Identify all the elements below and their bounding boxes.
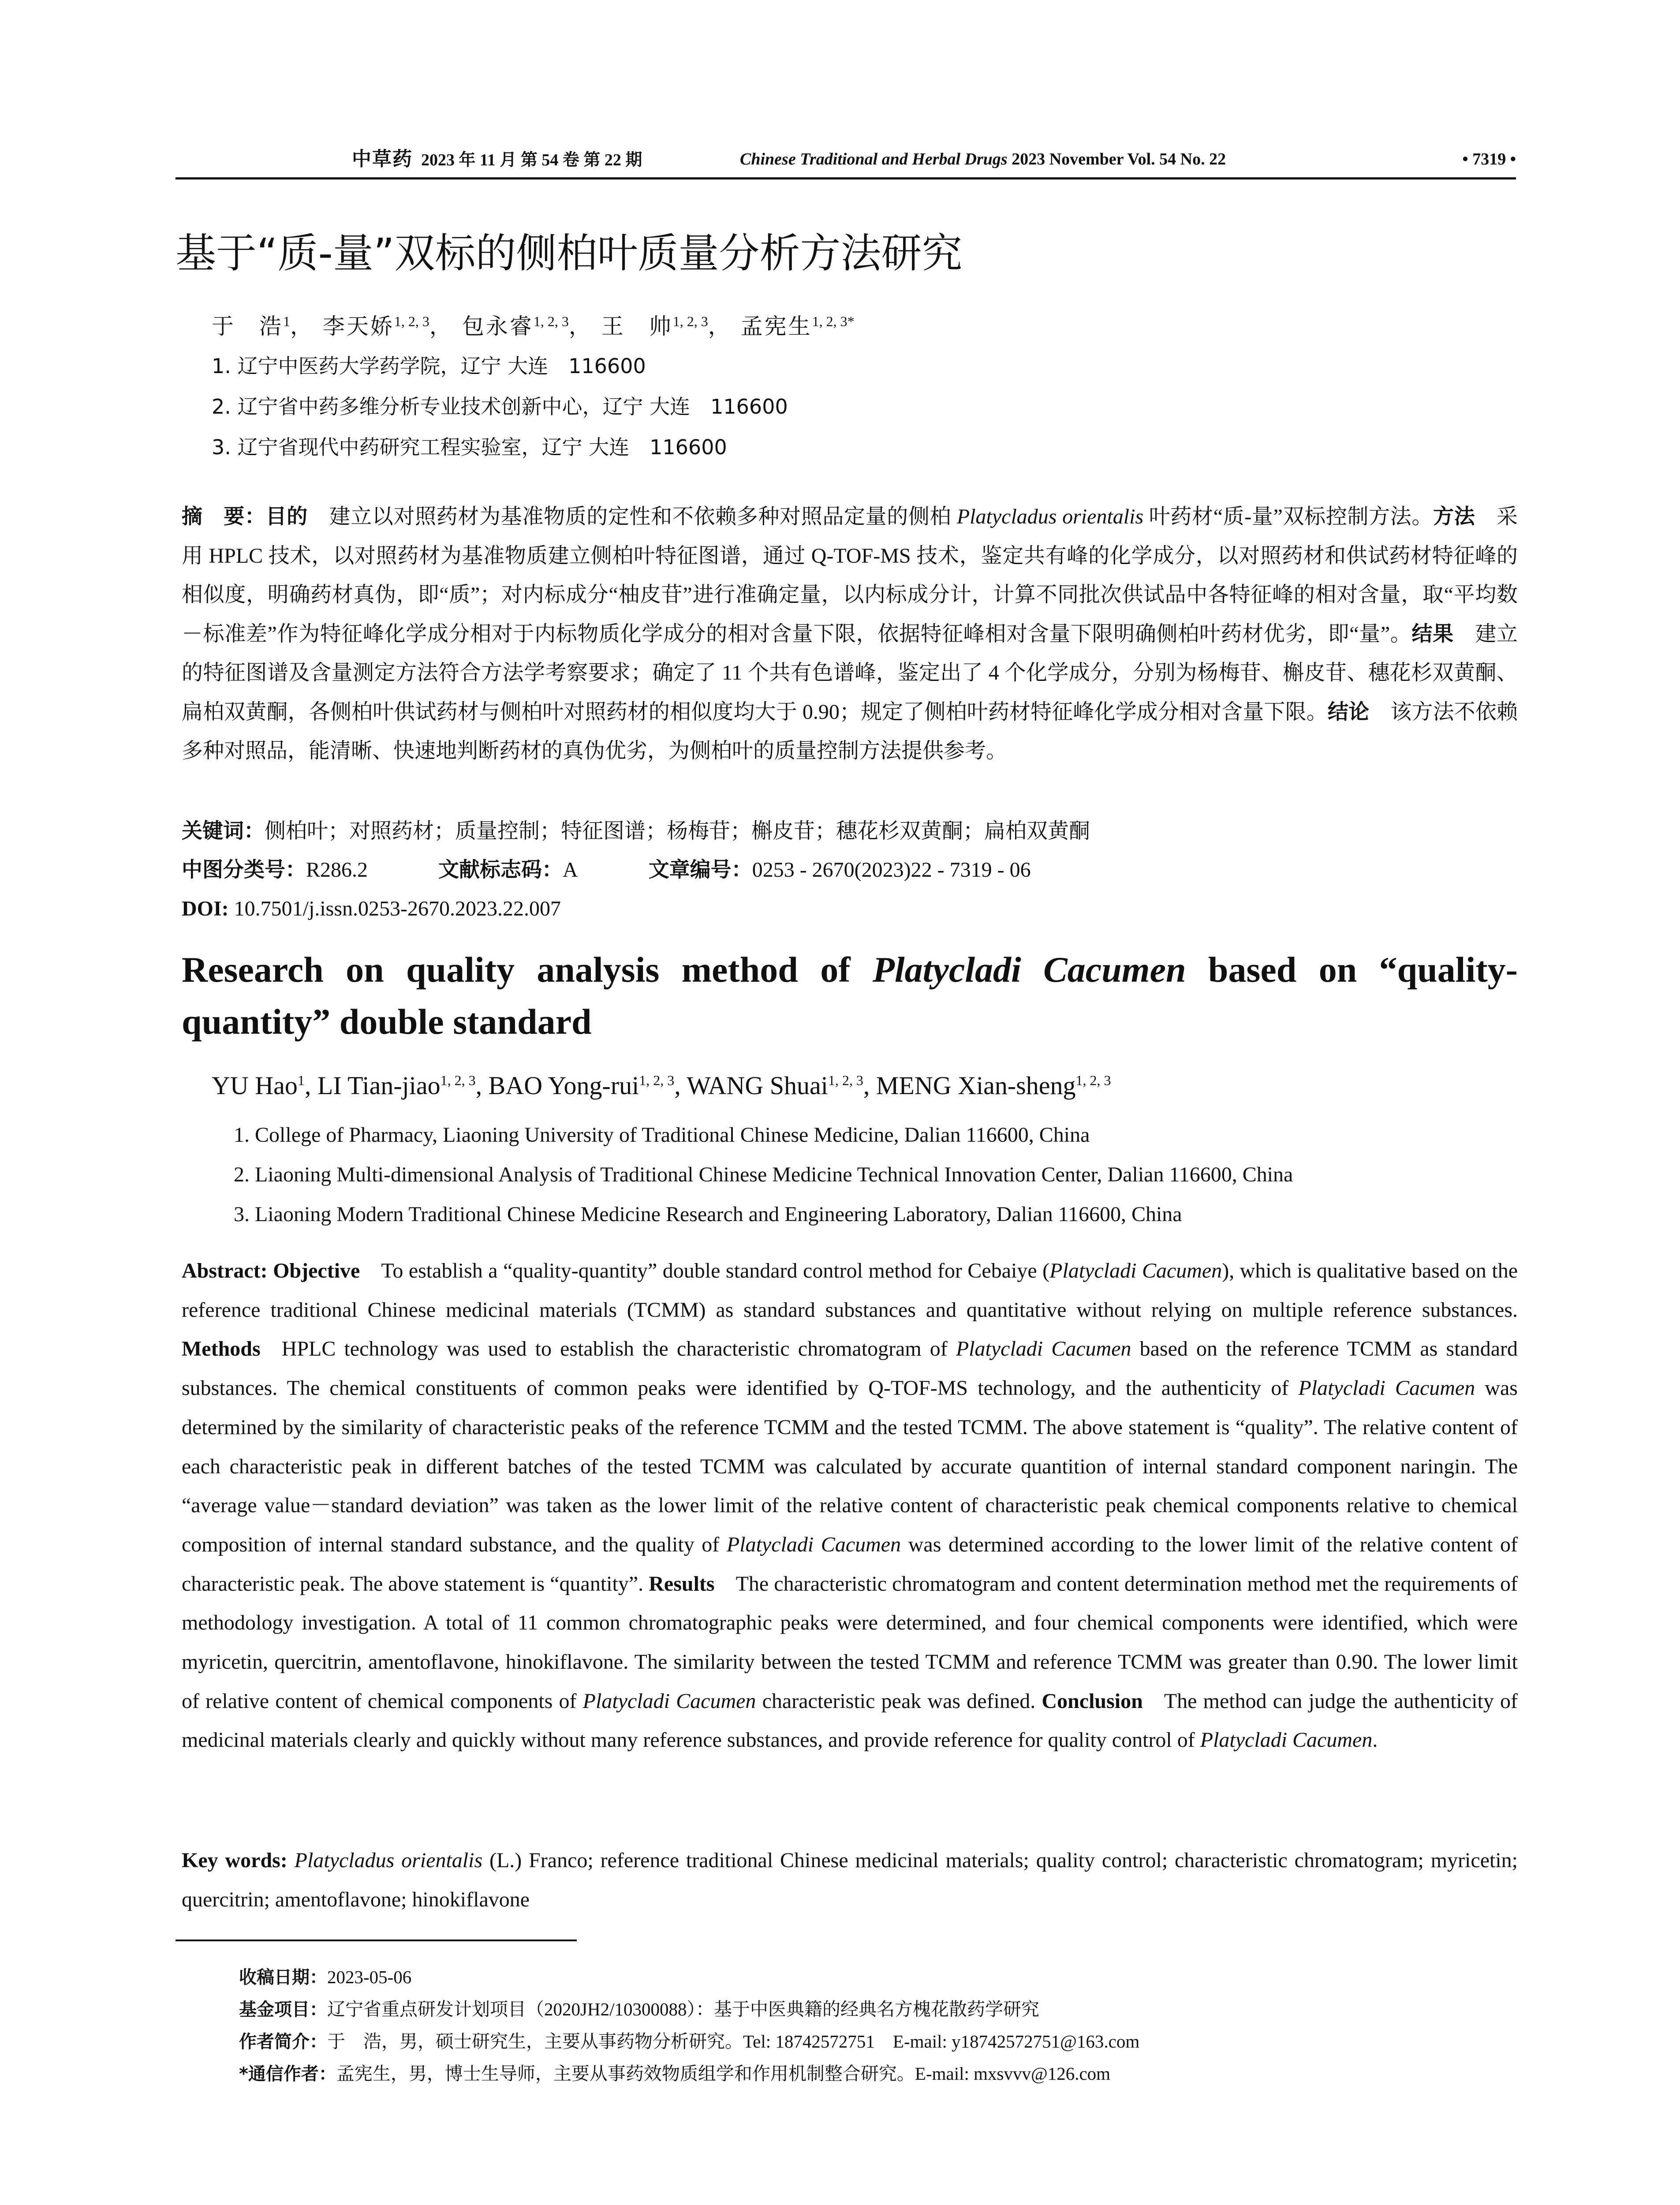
en-abstract: Abstract: Objective To establish a “quality-quantity” double standard control method for Cebaiye (Platycladi Cacumen), which is qualitative based on the reference traditional Chinese medicinal materials (TCMM) as standard substances and quantitative without relying on multiple reference substances. Methods HPLC technology was used to establish the characteristic chromatogram of Platycladi Cacumen based on the reference TCMM as standard substances. The chemical constituents of common peaks were identified by Q-TOF-MS technology, and the authenticity of Platycladi Cacumen was determined by the similarity of characteristic peaks of the reference TCMM and the tested TCMM. The above statement is “quality”. The relative content of each characteristic peak in different batches of the tested TCMM was calculated by accurate quantition of internal standard component naringin. The “average value－standard deviation” was taken as the lower limit of the relative content of characteristic peak chemical components relative to chemical composition of internal standard substance, and the quality of Platycladi Cacumen was determined according to the lower limit of the relative content of characteristic peak. The above statement is “quantity”. Results The characteristic chromatogram and content determination method met the requirements of methodology investigation. A total of 11 common chromatographic peaks were determined, and four chemical components were identified, which were myricetin, quercitrin, amentoflavone, hinokiflavone. The similarity between the tested TCMM and reference TCMM was greater than 0.90. The lower limit of relative content of chemical components of Platycladi Cacumen characteristic peak was defined. Conclusion The method can judge the authenticity of medicinal materials clearly and quickly without many reference substances, and provide reference for quality control of Platycladi Cacumen. <box>182 1259 1518 1752</box>
cn-affiliation: 3. 辽宁省现代中药研究工程实验室，辽宁 大连 116600 <box>212 435 727 459</box>
cn-abstract: 摘 要：目的 建立以对照药材为基准物质的定性和不依赖多种对照品定量的侧柏 Platycladus orientalis 叶药材“质-量”双标控制方法。方法 采用 HPLC 技术，以对照药材为基准物质建立侧柏叶特征图谱，通过 Q-TOF-MS 技术，鉴定共有峰的化学成分，以对照药材和供试药材特征峰的相似度，明确药材真伪，即“质”；对内标成分“柚皮苷”进行准确定量，以内标成分计，计算不同批次供试品中各特征峰的相对含量，取“平均数－标准差”作为特征峰化学成分相对于内标物质化学成分的相对含量下限，依据特征峰相对含量下限明确侧柏叶药材优劣，即“量”。结果 建立的特征图谱及含量测定方法符合方法学考察要求；确定了 11 个共有色谱峰，鉴定出了 4 个化学成分，分别为杨梅苷、槲皮苷、穗花杉双黄酮、扁柏双黄酮，各侧柏叶供试药材与侧柏叶对照药材的相似度均大于 0.90；规定了侧柏叶药材特征峰化学成分相对含量下限。结论 该方法不依赖多种对照品，能清晰、快速地判断药材的真伪优劣，为侧柏叶的质量控制方法提供参考。 <box>182 505 1518 762</box>
en-author: BAO Yong-rui$^{1, 2, 3}$ <box>488 1071 675 1100</box>
en-author: LI Tian-jiao$^{1, 2, 3}$ <box>317 1071 476 1100</box>
cn-author: 孟宪生$^{1, 2, 3*}$ <box>740 313 855 339</box>
cn-affiliation: 2. 辽宁省中药多维分析专业技术创新中心，辽宁 大连 116600 <box>212 395 788 419</box>
cn-results-label: 结果 <box>1411 621 1454 646</box>
cn-abstract-label: 摘 要： <box>182 505 266 529</box>
en-keywords: Key words: Platycladus orientalis (L.) Franco; reference traditional Chinese medicinal materials; quality control; characteristic chromatogram; myricetin; quercitrin; amentoflavone; hinokiflavone <box>182 1849 1518 1911</box>
header-journal-cn <box>352 145 642 175</box>
journal-name-cn: 中草药 <box>352 148 413 170</box>
cn-author: 李天娇$^{1, 2, 3}$ <box>322 313 429 339</box>
cn-author-list: 于 浩$^1$， 李天娇$^{1, 2, 3}$， 包永睿$^{1, 2, 3}$， 王 帅$^{1, 2, 3}$， 孟宪生$^{1, 2, 3*}$ <box>212 313 855 339</box>
en-results-label: Results <box>649 1572 715 1596</box>
running-header <box>175 145 1516 174</box>
cn-objective-label: 目的 <box>265 505 308 529</box>
header-journal-en <box>740 145 1226 174</box>
cn-author: 包永睿$^{1, 2, 3}$ <box>462 313 569 339</box>
en-abstract-label: Abstract: Objective <box>182 1259 360 1282</box>
cn-affiliation: 1. 辽宁中医药大学药学院，辽宁 大连 116600 <box>212 354 646 378</box>
issue-en: 2023 November Vol. 54 No. 22 <box>1012 150 1226 168</box>
footnote-received: 收稿日期：2023-05-06 <box>239 1967 412 1988</box>
cn-classification: 中图分类号：R286.2 文献标志码：A 文章编号：0253 - 2670(2023)22 - 7319 - 06 <box>182 858 1031 882</box>
cn-author: 王 帅$^{1, 2, 3}$ <box>601 313 708 339</box>
cn-author: 于 浩$^1$ <box>212 313 290 339</box>
footnote-corresponding: *通信作者：孟宪生，男，博士生导师，主要从事药效物质组学和作用机制整合研究。E-mail: mxsvvv@126.com <box>239 2063 1111 2084</box>
en-affiliation: 3. Liaoning Modern Traditional Chinese Medicine Research and Engineering Laboratory, Dalian 116600, China <box>234 1203 1182 1226</box>
footnote-fund: 基金项目：辽宁省重点研发计划项目（2020JH2/10300088）：基于中医典籍的经典名方槐花散药学研究 <box>239 1999 1039 2020</box>
page-number: • 7319 • <box>1462 150 1516 168</box>
doi: DOI: 10.7501/j.issn.0253-2670.2023.22.007 <box>182 897 561 920</box>
cn-conclusion-label: 结论 <box>1327 699 1370 724</box>
footnote-rule <box>175 1940 577 1941</box>
en-affiliation: 2. Liaoning Multi-dimensional Analysis of Traditional Chinese Medicine Technical Innovation Center, Dalian 116600, China <box>234 1163 1293 1186</box>
en-author: WANG Shuai$^{1, 2, 3}$ <box>687 1071 863 1100</box>
en-methods-label: Methods <box>182 1337 261 1361</box>
en-author: MENG Xian-sheng$^{1, 2, 3}$ <box>876 1071 1111 1100</box>
cn-keywords: 关键词：侧柏叶；对照药材；质量控制；特征图谱；杨梅苷；槲皮苷；穗花杉双黄酮；扁柏双黄酮 <box>182 819 1090 843</box>
en-author: YU Hao$^1$ <box>212 1071 305 1100</box>
cn-title: 基于“质-量”双标的侧柏叶质量分析方法研究 <box>175 230 963 277</box>
cn-methods-label: 方法 <box>1433 505 1475 529</box>
en-affiliation: 1. College of Pharmacy, Liaoning University of Traditional Chinese Medicine, Dalian 116600, China <box>234 1123 1090 1147</box>
issue-cn: 2023 年 11 月 第 54 卷 第 22 期 <box>421 151 642 169</box>
journal-name-en: Chinese Traditional and Herbal Drugs <box>740 150 1008 168</box>
footnote-author-bio: 作者简介：于 浩，男，硕士研究生，主要从事药物分析研究。Tel: 18742572751 E-mail: y18742572751@163.com <box>239 2031 1140 2052</box>
en-title: Research on quality analysis method of Platycladi Cacumen based on “quality-quantity” double standard <box>182 949 1518 1042</box>
latin-name: Platycladus orientalis <box>956 505 1144 528</box>
en-conclusion-label: Conclusion <box>1042 1689 1143 1713</box>
header-rule <box>175 177 1516 179</box>
latin-name: Platycladi Cacumen <box>872 949 1186 990</box>
en-author-list: YU Hao$^1$, LI Tian-jiao$^{1, 2, 3}$, BAO Yong-rui$^{1, 2, 3}$, WANG Shuai$^{1, 2, 3}$, MENG Xian-sheng$^{1, 2, 3}$ <box>212 1071 1111 1100</box>
